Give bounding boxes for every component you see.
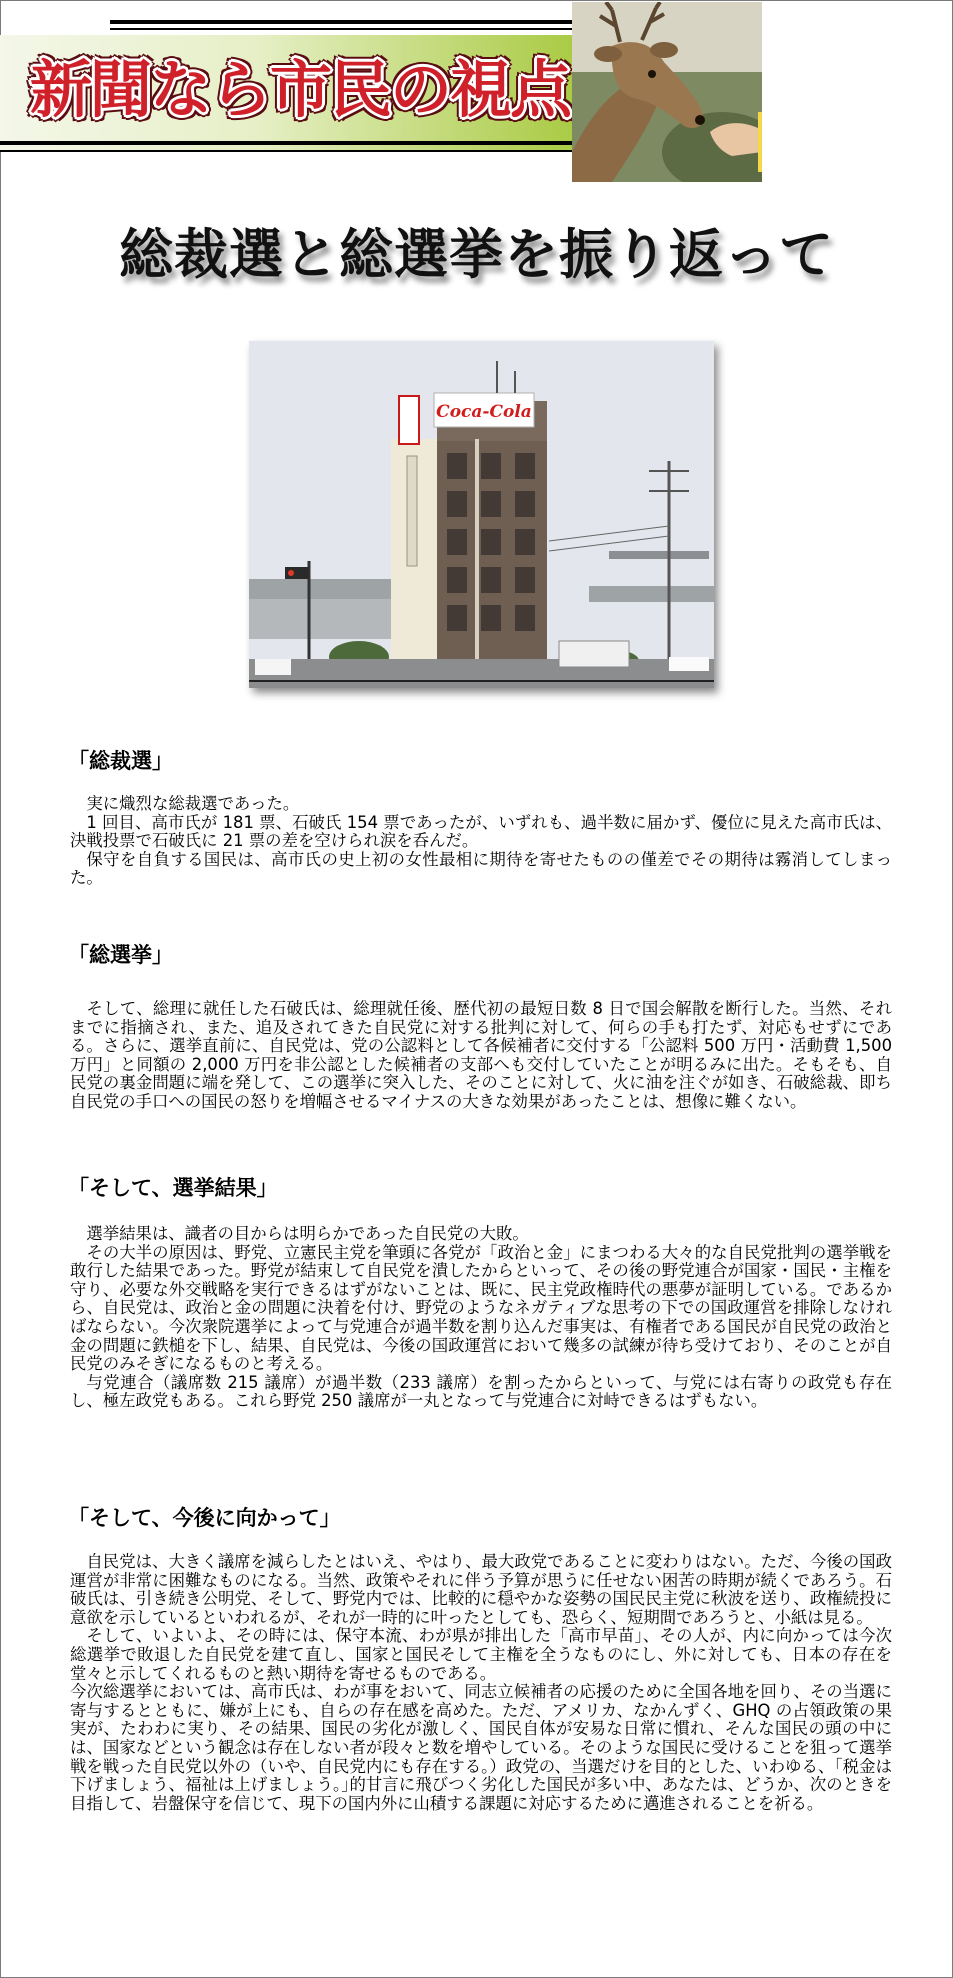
banner-rule [0, 141, 650, 145]
paragraph: 今次総選挙においては、高市氏は、わが事をおいて、同志立候補者の応援のために全国各地を回り、その当選に寄与するとともに、嫌が上にも、自らの存在感を高めた。ただ、アメリカ、なかんずく、GHQ の占領政策の果実が、たわわに実り、その結果、国民の劣化が激しく、国民自体が安易な日常に慣れ、そんな国民の頭の中には、国家などという観念は存在しない者が段々と数を増やしている。そのような国民に受けることを狙って選挙戦を戦った自民党以外の（いや、自民党内にも存在する。）政党の、当選だけを目的とした、いわゆる、｢税金は下げましょう、福祉は上げましょう。｣的甘言に飛びつく劣化した国民が多い中、あなたは、どうか、次のときを目指して、岩盤保守を信じて、現下の国内外に山積する課題に対応するために邁進されることを祈る。 [70, 1682, 892, 1813]
section-title-looking-ahead: 「そして、今後に向かって」 [68, 1506, 341, 1530]
paragraph: そして、いよいよ、その時には、保守本流、わが県が排出した「高市早苗」、その人が、内に向かっては今次総選挙で敗退した自民党を建て直し、国家と国民そして主権を全うなものにし、外に対しても、日本の存在を堂々と示してくれるものと熱い期待を寄せるものである。 [70, 1626, 892, 1683]
paragraph: そして、総理に就任した石破氏は、総理就任後、歴代初の最短日数 8 日で国会解散を断行した。当然、それまでに指摘され、また、追及されてきた自民党に対する批判に対して、何らの手も打たず、対応もせずにである。さらに、選挙直前に、自民党は、党の公認料として各候補者に交付する「公認料 500 万円・活動費 1,500 万円」と同額の 2,000 万円を非公認とした候補者の支部へも交付していたことが明るみに出た。そもそも、自民党の裏金問題に端を発して、この選挙に突入した、そのことに対して、火に油を注ぐが如き、石破総裁、即ち自民党の手口への国民の怒りを増幅させるマイナスの大きな効果があったことは、想像に難くない。 [70, 999, 892, 1111]
paragraph: 与党連合（議席数 215 議席）が過半数（233 議席）を割ったからといって、与党には右寄りの政党も存在し、極左政党もある。これら野党 250 議席が一丸となって与党連合に対峙できるはずもない。 [70, 1372, 892, 1411]
paragraph: 実に熾烈な総裁選であった。 [86, 794, 300, 813]
deer-illustration [572, 2, 762, 182]
section-title-election-results: 「そして、選挙結果」 [68, 1176, 278, 1200]
office-building-photo [249, 341, 714, 688]
masthead-banner [0, 0, 762, 182]
section-title-presidential-election: 「総裁選」 [68, 749, 173, 773]
office-building-illustration [249, 341, 714, 688]
paragraph: 自民党は、大きく議席を減らしたとはいえ、やはり、最大政党であることに変わりはない。ただ、今後の国政運営が非常に困難なものになる。当然、政策やそれに伴う予算が思うに任せない困苦の時期が続くであろう。石破氏は、引き続き公明党、そして、野党内では、比較的に穏やかな姿勢の国民民主党に秋波を送り、政権続投に意欲を示しているといわれるが、それが一時的に叶ったとしても、恐らく、短期間であろうと、小紙は見る。 [70, 1552, 892, 1627]
section-body-looking-ahead [70, 1553, 892, 1813]
section-body-election-results [70, 1225, 892, 1411]
paragraph: 1 回目、高市氏が 181 票、石破氏 154 票であったが、いずれも、過半数に届かず、優位に見えた高市氏は、決戦投票で石破氏に 21 票の差を空けられ涙を呑んだ。 [70, 812, 892, 851]
banner-rule [0, 150, 650, 152]
section-title-general-election: 「総選挙」 [68, 943, 173, 967]
paragraph: 選挙結果は、識者の目からは明らかであった自民党の大敗。 [86, 1224, 529, 1243]
section-body-presidential-election [70, 795, 892, 888]
deer-photo [572, 2, 762, 182]
banner-title: 新聞なら市民の視点 [30, 53, 571, 126]
rooftop-sign-text: Coca-Cola [436, 402, 532, 422]
paragraph: 保守を自負する国民は、高市氏の史上初の女性最相に期待を寄せたものの僅差でその期待は霧消してしまった。 [70, 849, 892, 888]
section-body-general-election [70, 1000, 892, 1112]
paragraph: その大半の原因は、野党、立憲民主党を筆頭に各党が「政治と金」にまつわる大々的な自民党批判の選挙戦を敢行した結果であった。野党が結束して自民党を潰したからといって、その後の野党連合が国家・国民・主権を守り、必要な外交戦略を実行できるはずがないことは、既に、民主党政権時代の悪夢が証明している。であるから、自民党は、政治と金の問題に決着を付け、野党のようなネガティブな思考の下での国政運営を排除しなければならない。今次衆院選挙によって与党連合が過半数を割り込んだ事実は、有権者である国民が自民党の政治と金の問題に鉄槌を下し、結果、自民党は、今後の国政運営において幾多の試練が待ち受けており、そのことが自民党のみそぎになるものと考える。 [70, 1242, 892, 1374]
article-headline: 総裁選と総選挙を振り返って [119, 223, 834, 286]
